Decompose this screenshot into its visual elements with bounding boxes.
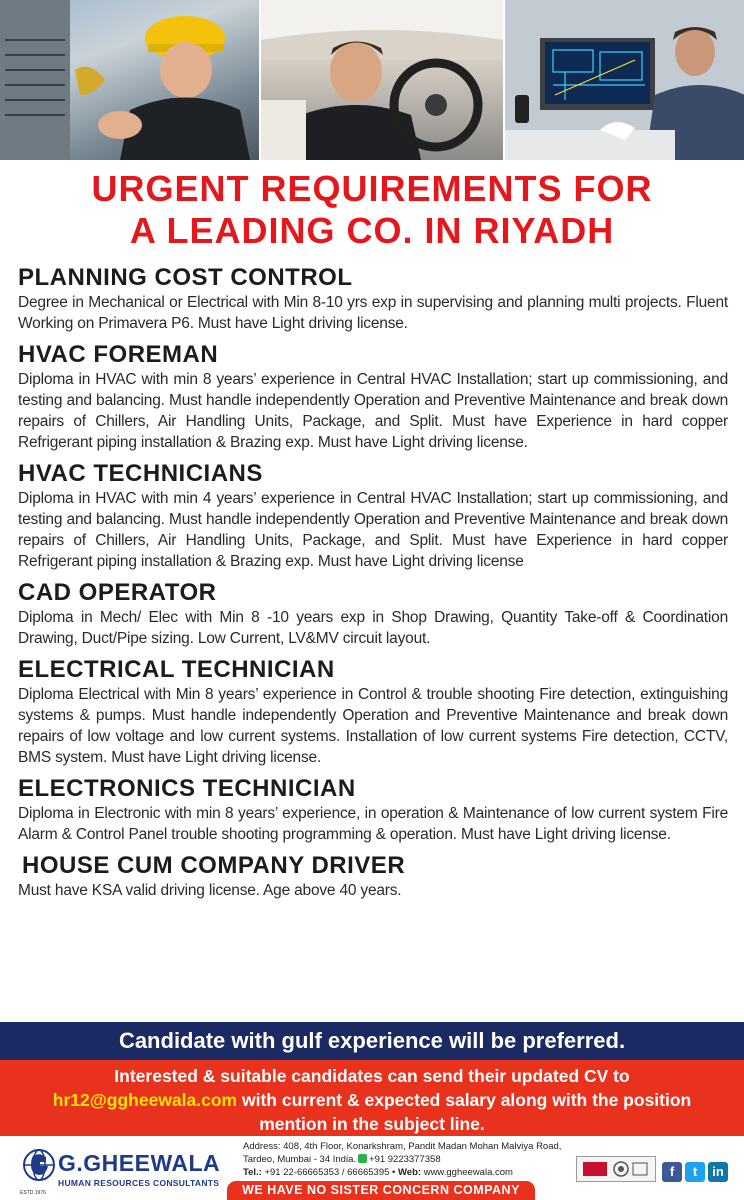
car-driver-image — [261, 0, 502, 160]
job-description: Diploma in Electronic with min 8 years’ experience, in operation & Maintenance of low current system Fire Alarm & Control Panel trouble shooting programming & operation. Must have Light driving license. — [18, 805, 728, 843]
no-sister-concern-notice: WE HAVE NO SISTER CONCERN COMPANY — [227, 1181, 535, 1200]
facebook-icon[interactable]: f — [662, 1162, 682, 1182]
apply-line-1: Interested & suitable candidates can send their updated CV to — [114, 1066, 630, 1086]
job-title: HVAC TECHNICIANS — [18, 460, 263, 487]
apply-line-2 — [0, 1088, 744, 1112]
job-listings — [18, 264, 728, 908]
address-line-2 — [243, 1153, 593, 1166]
technician-with-hard-hat-image — [0, 0, 259, 160]
twitter-icon[interactable]: t — [685, 1162, 705, 1182]
footer — [0, 1136, 744, 1200]
job-title: PLANNING COST CONTROL — [18, 264, 353, 291]
web-label: Web: — [398, 1167, 422, 1178]
tel-label: Tel.: — [243, 1167, 262, 1178]
job-description: Diploma in HVAC with min 4 years’ experience in Central HVAC Installation; start up commissioning, and testing and balancing. Must handle independently Operation and Preventive Maintenance and break down repairs of Chillers, Air Handling Units, Package, and Split. Must have Experience in hard copper Refrigerant piping installation & Brazing exp. Must have Light driving license — [18, 490, 728, 570]
apply-instructions — [0, 1060, 744, 1136]
job-description: Must have KSA valid driving license. Age above 40 years. — [18, 882, 402, 899]
job-title: ELECTRONICS TECHNICIAN — [18, 775, 356, 802]
job-title: HVAC FOREMAN — [18, 341, 219, 368]
job-hvac-technicians — [18, 460, 728, 572]
linkedin-icon[interactable]: in — [708, 1162, 728, 1182]
job-electrical-technician — [18, 656, 728, 768]
headline — [0, 168, 744, 252]
job-house-cum-company-driver — [18, 852, 728, 901]
brand-name: G.GHEEWALA — [58, 1150, 221, 1176]
address-line-1: Address: 408, 4th Floor, Konarkshram, Pandit Madan Mohan Malviya Road, — [243, 1141, 562, 1152]
job-description: Diploma Electrical with Min 8 years’ experience in Control & trouble shooting Fire detection, extinguishing systems & pumps. Must handle independently Operation and Preventive Maintenance and break down repairs of low voltage and low current systems. Installation of low current systems Fire detection, CCTV, BMS system. Must have Light driving license. — [18, 686, 728, 766]
headline-line-1: URGENT REQUIREMENTS FOR — [91, 168, 653, 209]
apply-line-3: mention in the subject line. — [259, 1114, 485, 1134]
job-hvac-foreman — [18, 341, 728, 453]
contact-address — [243, 1140, 593, 1179]
job-planning-cost-control — [18, 264, 728, 334]
brand-tagline: HUMAN RESOURCES CONSULTANTS — [58, 1178, 220, 1188]
address-city: Tardeo, Mumbai - 34 India. — [243, 1154, 357, 1165]
header-photo-strip — [0, 0, 744, 160]
apply-line-2-text: with current & expected salary along with the position — [237, 1090, 692, 1110]
iso-certification-badge-icon — [576, 1156, 656, 1182]
job-description: Diploma in Mech/ Elec with Min 8 -10 years exp in Shop Drawing, Quantity Take-off & Coordination Drawing, Duct/Pipe sizing. Low Current, LV&MV circuit layout. — [18, 609, 728, 647]
job-title: ELECTRICAL TECHNICIAN — [18, 656, 335, 683]
tel-numbers[interactable]: +91 22-66665353 / 66665395 • — [261, 1167, 399, 1178]
whatsapp-icon — [358, 1154, 367, 1163]
cad-operator-at-computer-image — [505, 0, 744, 160]
globe-logo-icon — [22, 1148, 56, 1188]
headline-line-2: A LEADING CO. IN RIYADH — [129, 210, 615, 251]
email-link[interactable]: hr12@ggheewala.com — [52, 1090, 238, 1110]
preferred-banner: Candidate with gulf experience will be preferred. — [0, 1022, 744, 1060]
social-links — [662, 1162, 728, 1182]
job-title: CAD OPERATOR — [18, 579, 217, 606]
job-cad-operator — [18, 579, 728, 649]
job-description: Degree in Mechanical or Electrical with Min 8-10 yrs exp in supervising and planning multi projects. Fluent Working on Primavera P6. Must have Light driving license. — [18, 294, 728, 332]
whatsapp-number[interactable]: +91 9223377358 — [369, 1154, 441, 1165]
company-logo — [18, 1148, 228, 1196]
job-description: Diploma in HVAC with min 8 years’ experience in Central HVAC Installation; start up commissioning, and testing and balancing. Must handle independently Operation and Preventive Maintenance and break down repairs of Chillers, Air Handling Units, Package, and Split. Must have Experience in hard copper Refrigerant piping installation & Brazing exp. Must have Light driving license. — [18, 371, 728, 451]
job-title: HOUSE CUM COMPANY DRIVER — [22, 852, 406, 879]
job-electronics-technician — [18, 775, 728, 845]
address-line-3 — [243, 1166, 593, 1179]
website-link[interactable]: www.ggheewala.com — [421, 1167, 513, 1178]
established-year: ESTD 1976 — [20, 1190, 46, 1196]
